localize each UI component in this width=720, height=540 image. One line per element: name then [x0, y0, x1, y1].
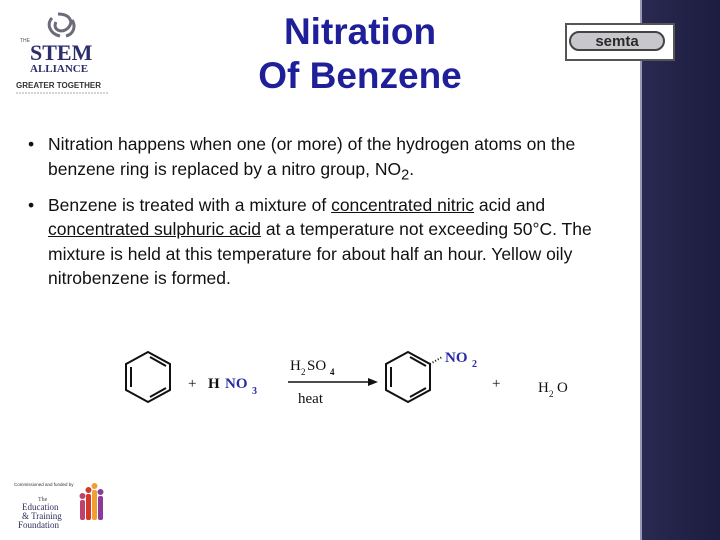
bullet-dot-icon: • [28, 194, 35, 215]
reaction-condition: heat [298, 391, 323, 407]
reaction-plus-1: + [188, 376, 197, 392]
bullet-1-text: Nitration happens when one (or more) of the hydrogen atoms on the benzene ring is replaced by a nitro group, NO [48, 134, 576, 179]
bullet-2-text-start: Benzene is treated with a mixture of [48, 194, 332, 215]
link-concentrated-nitric[interactable]: concentrated nitric [331, 194, 475, 215]
bullet-2-text-middle: acid and [474, 194, 546, 215]
bullet-item-1 [28, 132, 618, 188]
reaction-arrow-icon [288, 378, 378, 386]
etf-line-3: Foundation [18, 520, 60, 530]
etf-the: The [38, 497, 48, 503]
bullet-item-2 [28, 193, 618, 291]
nitrobenzene-ring-icon [386, 352, 442, 402]
stem-logo-the: THE [20, 38, 30, 44]
water-o: O [557, 380, 568, 396]
water-h: H [538, 380, 549, 396]
nitration-reaction-diagram [110, 340, 590, 420]
hno3-subscript: 3 [252, 386, 257, 397]
product-no-subscript: 2 [472, 359, 477, 370]
hno3-hydrogen: H [208, 376, 220, 392]
stem-logo-alliance: ALLIANCE [30, 63, 89, 75]
catalyst-h: H [290, 358, 301, 374]
semta-logo-text: semta [595, 33, 639, 50]
stem-logo-stem: STEM [30, 40, 93, 65]
slide-title-line-1: Nitration [283, 11, 437, 52]
catalyst-h-subscript: 2 [301, 367, 306, 377]
catalyst-so: SO [307, 358, 327, 374]
etf-figures-icon [80, 483, 104, 520]
etf-small-text: Commissioned and funded by [14, 482, 74, 487]
stem-logo-tagline: GREATER TOGETHER [16, 81, 102, 90]
link-concentrated-sulphuric-acid[interactable]: concentrated sulphuric acid [48, 219, 262, 239]
right-sidebar-band [642, 0, 720, 540]
catalyst-so-subscript: 4 [330, 367, 335, 377]
stem-emblem-icon [49, 14, 74, 36]
stem-alliance-logo [12, 8, 112, 98]
bullet-dot-icon: • [28, 134, 35, 154]
product-no: NO [445, 350, 468, 366]
slide-title-line-2: Of Benzene [258, 55, 462, 96]
water-subscript: 2 [549, 389, 554, 399]
bullet-1-end: . [409, 158, 415, 179]
reaction-plus-2: + [492, 376, 501, 392]
hno3-no: NO [225, 376, 248, 392]
semta-logo [564, 22, 676, 62]
bullet-1-subscript: 2 [401, 167, 410, 183]
benzene-ring-icon [126, 352, 170, 402]
etf-line-2: & Training [22, 511, 62, 521]
slide-title [230, 10, 490, 98]
etf-line-1: Education [22, 502, 59, 512]
bullet-list [28, 132, 618, 296]
education-training-foundation-logo [12, 478, 108, 534]
bullet-2-text-end: at a temperature not exceeding 50°C. The mixture is held at this temperature for about half an hour. Yellow oily nitrobenzene is formed. [48, 219, 592, 288]
